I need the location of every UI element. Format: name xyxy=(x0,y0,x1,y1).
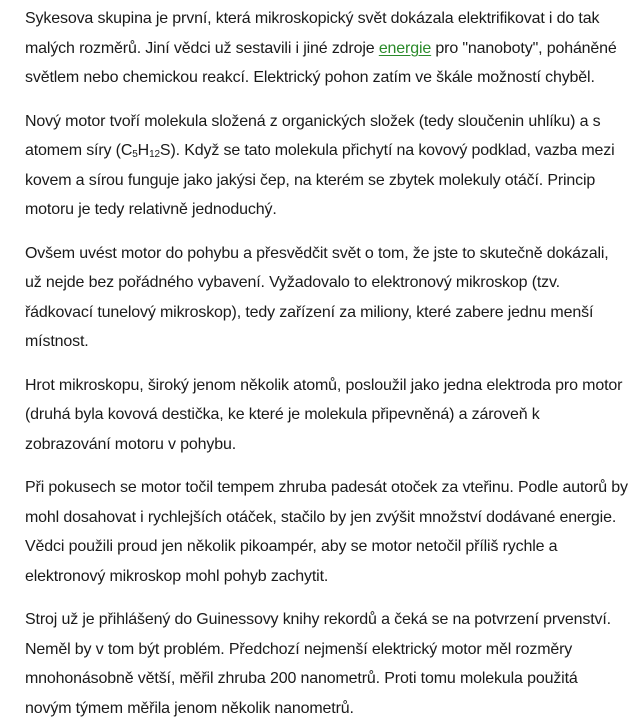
paragraph-2-text-before-formula: Nový motor tvoří molekula složená z organických složek (tedy sloučenin uhlíku) a s atomem síry ( xyxy=(25,112,601,159)
paragraph-3: Ovšem uvést motor do pohybu a přesvědčit svět o tom, že jste to skutečně dokázali, už nejde bez pořádného vybavení. Vyžadovalo to elektronový mikroskop (tzv. řádkovací tunelový mikroskop), tedy zařízení za miliony, které zabere jednu menší místnost. xyxy=(25,244,609,350)
formula-hydrogen-count: 12 xyxy=(149,149,160,160)
chemical-formula xyxy=(121,142,171,159)
formula-sulfur: S xyxy=(159,142,171,159)
energie-link[interactable]: energie xyxy=(378,39,432,57)
paragraph-2-text-after-formula: ). Když se tato molekula přichytí na kovový podklad, vazba mezi kovem a sírou funguje jako jakýsi čep, na kterém se zbytek molekuly otáčí. Princip motoru je tedy relativně jednoduchý. xyxy=(25,142,615,218)
paragraph-4: Hrot mikroskopu, široký jenom několik atomů, posloužil jako jedna elektroda pro motor (druhá byla kovová destička, ke které je molekula připevněná) a zároveň k zobrazování motoru v pohybu. xyxy=(25,376,623,453)
paragraph-5: Při pokusech se motor točil tempem zhruba padesát otoček za vteřinu. Podle autorů by mohl dosahovat i rychlejších otáček, stačilo by jen zvýšit množství dodávané energie. Vědci použili proud jen několik pikoampér, aby se motor netočil příliš rychle a elektronový mikroskop mohl pohyb zachytit. xyxy=(25,479,628,585)
paragraph-1-text-after-link: pro "nanoboty", poháněné světlem nebo chemickou reakcí. Elektrický pohon zatím ve škále možností chyběl. xyxy=(25,39,617,86)
paragraph-1-text-before-link: Sykesova skupina je první, která mikroskopický svět dokázala elektrifikovat i do tak malých rozměrů. Jiní vědci už sestavili i jiné zdroje xyxy=(25,10,600,57)
formula-hydrogen: H xyxy=(137,142,150,159)
paragraph-1 xyxy=(25,4,628,93)
paragraph-6: Stroj už je přihlášený do Guinessovy knihy rekordů a čeká se na potvrzení prvenství. Neměl by v tom být problém. Předchozí nejmenší elektrický motor měl rozměry mnohonásobně větší, měřil zhruba 200 nanometrů. Proti tomu molekula použitá novým týmem měřila jenom několik nanometrů. xyxy=(25,611,611,717)
formula-carbon: C xyxy=(120,142,133,159)
paragraph-2 xyxy=(25,107,628,225)
formula-carbon-count: 5 xyxy=(132,149,138,160)
